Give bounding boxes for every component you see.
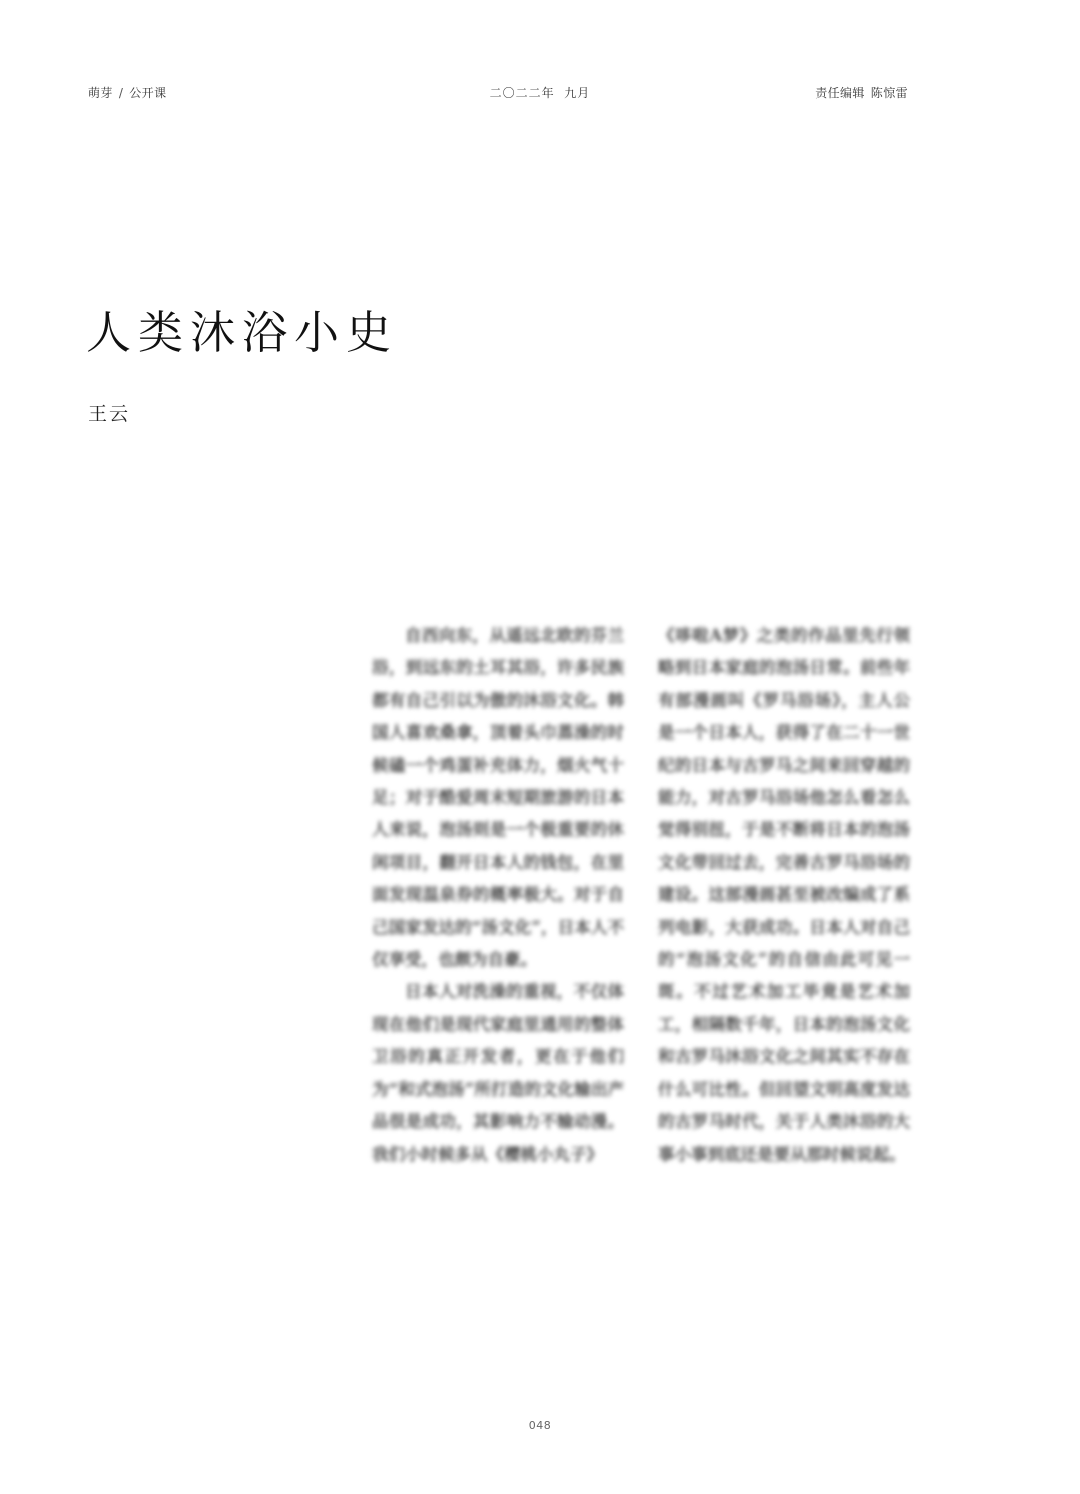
editor-credit <box>815 84 908 101</box>
section-separator: / <box>118 86 124 100</box>
body-column-right <box>658 620 910 1171</box>
body-column-left <box>372 620 624 1171</box>
editor-name: 陈惊雷 <box>870 86 908 100</box>
column-name: 公开课 <box>129 86 167 100</box>
body-paragraph-2: 日本人对洗澡的重视，不仅体现在他们是现代家庭里通用的整体卫浴的真正开发者，更在于他们为“和式泡汤”所打造的文化输出产品很是成功，其影响力不输动漫。我们小时候多从《樱桃小丸子》 <box>372 982 624 1164</box>
editor-label: 责任编辑 <box>815 86 865 100</box>
body-paragraph-3: 《哆啦A梦》之类的作品里先行领略到日本家庭的泡汤日常。前些年有部漫画叫《罗马浴场》，主人公是一个日本人，获得了在二十一世纪的日本与古罗马之间来回穿越的能力，对古罗马浴场他怎么看怎么觉得别扭，于是不断将日本的泡汤文化带回过去，完善古罗马浴场的建设。这部漫画甚至被改编成了系列电影，大获成功。日本人对自己的“泡汤文化”的自信由此可见一斑。不过艺术加工毕竟是艺术加工，相隔数千年，日本的泡汤文化和古罗马沐浴文化之间其实不存在什么可比性。但回望文明高度发达的古罗马时代，关于人类沐浴的大事小事到底还是要从那时候说起。 <box>658 626 910 1164</box>
body-paragraph-1: 自西向东，从遥远北欧的芬兰浴，到远东的土耳其浴，许多民族都有自己引以为傲的沐浴文化。韩国人喜欢桑拿，顶着头巾蒸澡的时候磕一个鸡蛋补充体力，烟火气十足；对于酷爱周末短期旅游的日本人来说，泡汤则是一个极重要的休闲项目，翻开日本人的钱包，在里面发现温泉券的概率极大。对于自己国家发达的“汤文化”，日本人不仅享受，也颇为自豪。 <box>372 626 624 970</box>
issue-date: 二〇二二年 九月 <box>489 86 591 100</box>
page-number: 048 <box>528 1419 552 1432</box>
page-header <box>0 84 1080 104</box>
article-body <box>372 620 912 1270</box>
magazine-name: 萌芽 <box>88 86 113 100</box>
article-title: 人类沐浴小史 <box>86 306 399 359</box>
article-author: 王云 <box>88 403 131 425</box>
